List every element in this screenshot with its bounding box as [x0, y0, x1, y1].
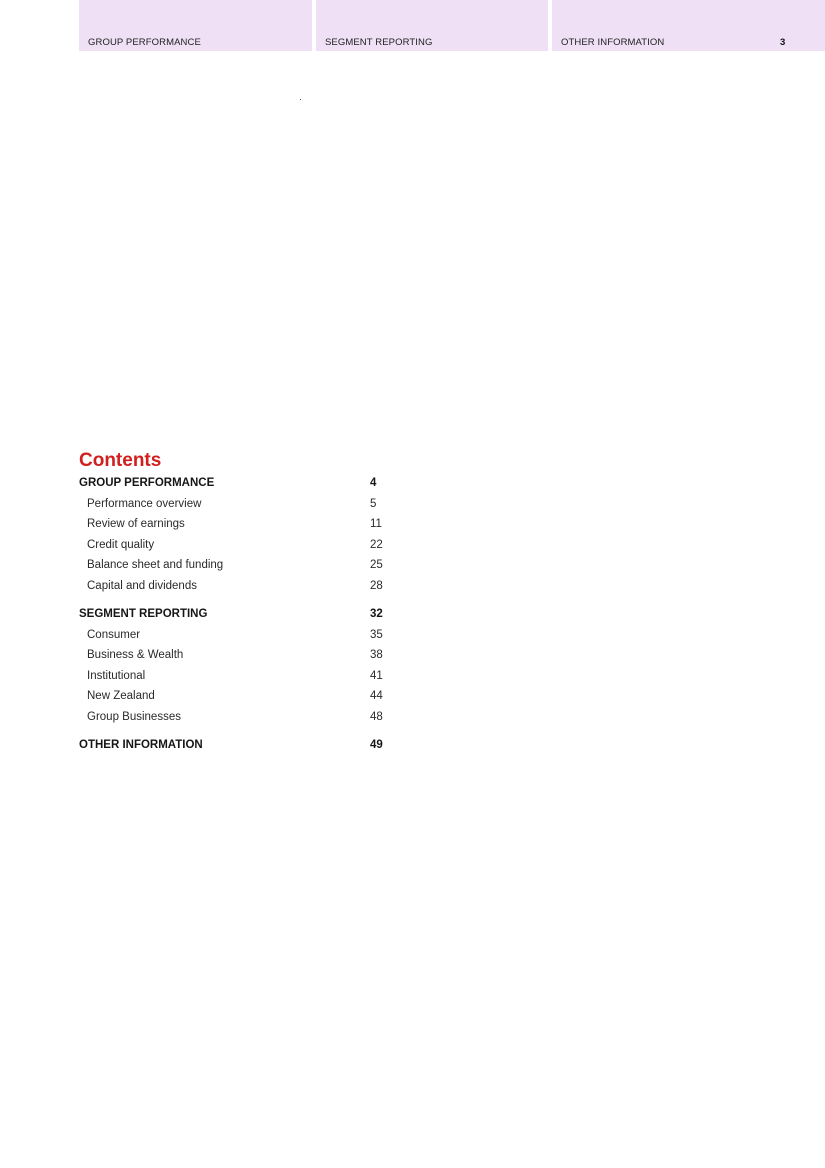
toc-item-page: 38 — [370, 649, 383, 661]
toc-item[interactable] — [79, 707, 399, 728]
toc-item-label: Review of earnings — [87, 518, 185, 530]
toc-section-other-information — [79, 735, 399, 756]
toc-item[interactable] — [79, 625, 399, 646]
toc-item[interactable] — [79, 645, 399, 666]
toc-section-link[interactable] — [79, 735, 399, 756]
toc-section-label: SEGMENT REPORTING — [79, 608, 208, 620]
toc-section-label: GROUP PERFORMANCE — [79, 477, 215, 489]
toc-item-label: Group Businesses — [87, 710, 181, 723]
table-of-contents — [79, 449, 399, 756]
toc-item[interactable] — [79, 514, 399, 535]
toc-item-label: Capital and dividends — [87, 579, 197, 592]
toc-section-page: 4 — [370, 477, 377, 489]
toc-item-label: Consumer — [87, 628, 141, 641]
toc-item-label: Institutional — [87, 669, 146, 682]
page-number: 3 — [780, 37, 786, 48]
toc-section-segment-reporting — [79, 604, 399, 727]
toc-item-page: 22 — [370, 538, 383, 551]
toc-item-label: Performance overview — [87, 497, 202, 510]
toc-item-label: New Zealand — [87, 690, 155, 702]
section-spacer — [79, 596, 399, 604]
tab-label: SEGMENT REPORTING — [325, 37, 433, 48]
toc-item-page: 44 — [370, 690, 383, 702]
tab-label: GROUP PERFORMANCE — [88, 37, 201, 48]
toc-item[interactable] — [79, 576, 399, 597]
toc-item-page: 5 — [370, 497, 377, 510]
toc-item-page: 48 — [370, 710, 383, 723]
toc-section-link[interactable] — [79, 473, 399, 494]
toc-item-page: 28 — [370, 579, 383, 592]
toc-item-page: 35 — [370, 628, 383, 641]
toc-section-link[interactable] — [79, 604, 399, 625]
toc-item-page: 25 — [370, 559, 383, 571]
tab-segment-reporting[interactable] — [316, 0, 548, 51]
toc-item[interactable] — [79, 666, 399, 687]
section-spacer — [79, 727, 399, 735]
toc-item-label: Business & Wealth — [87, 649, 184, 661]
toc-item[interactable] — [79, 555, 399, 576]
tab-label: OTHER INFORMATION — [561, 37, 665, 48]
toc-item[interactable] — [79, 686, 399, 707]
contents-title: Contents — [79, 450, 162, 471]
toc-section-label: OTHER INFORMATION — [79, 739, 203, 751]
toc-item-label: Credit quality — [87, 538, 155, 551]
toc-item-label: Balance sheet and funding — [87, 559, 224, 571]
tab-group-performance[interactable] — [79, 0, 312, 51]
toc-item[interactable] — [79, 535, 399, 556]
decorative-dot — [300, 99, 301, 100]
toc-section-page: 32 — [370, 608, 383, 620]
tab-other-information[interactable] — [552, 0, 825, 51]
toc-section-group-performance — [79, 473, 399, 596]
toc-section-page: 49 — [370, 739, 383, 751]
toc-item-page: 41 — [370, 669, 383, 682]
toc-item-page: 11 — [370, 518, 382, 530]
toc-item[interactable] — [79, 494, 399, 515]
